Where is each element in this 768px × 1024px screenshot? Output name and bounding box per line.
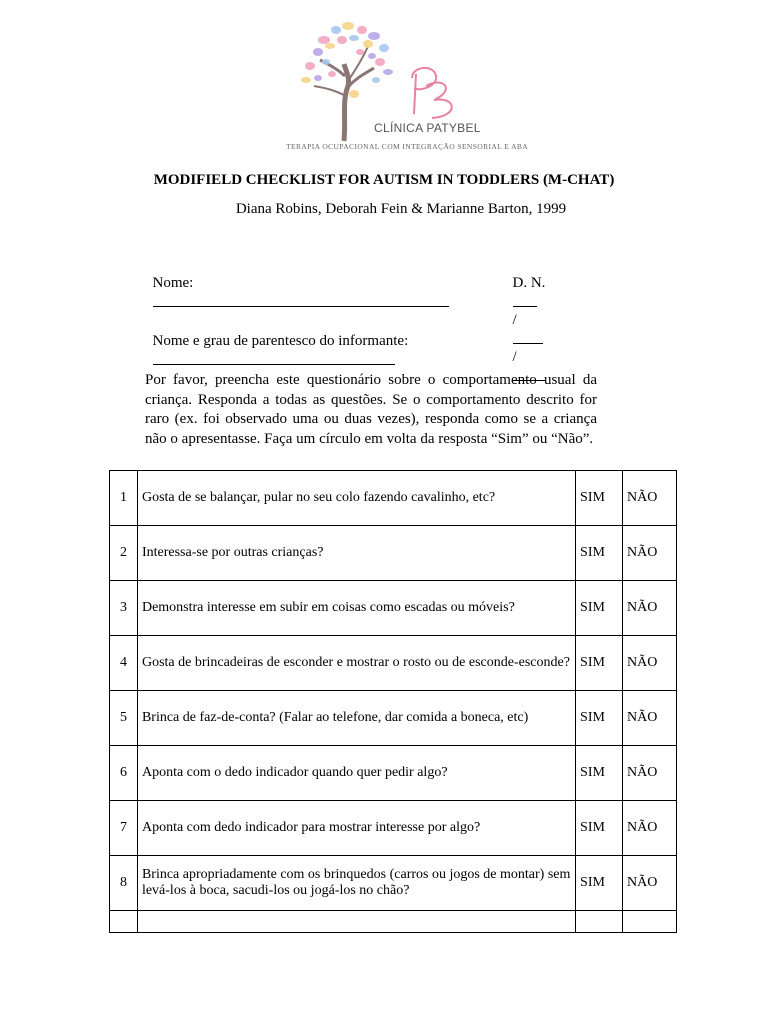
informant-label: Nome e grau de parentesco do informante: <box>152 333 409 349</box>
dob-separator: / <box>512 312 517 328</box>
dob-day-line[interactable] <box>513 292 537 307</box>
answer-yes-option[interactable]: SIM <box>576 471 623 526</box>
answer-yes-option[interactable]: SIM <box>576 636 623 691</box>
question-text: Brinca apropriadamente com os brinquedos (carros ou jogos de montar) sem levá-los à boca, sacudi-los ou jogá-los no chão? <box>137 856 575 911</box>
name-input-line[interactable] <box>153 292 449 307</box>
question-text: Brinca de faz-de-conta? (Falar ao telefone, dar comida a boneca, etc) <box>137 691 575 746</box>
answer-yes-option[interactable]: SIM <box>576 581 623 636</box>
question-text: Interessa-se por outras crianças? <box>137 526 575 581</box>
clinic-name: CLÍNICA PATYBEL <box>374 121 481 135</box>
question-row <box>110 856 677 911</box>
question-text: Gosta de brincadeiras de esconder e mostrar o rosto ou de esconde-esconde? <box>137 636 575 691</box>
informant-input-line[interactable] <box>153 350 395 365</box>
question-row <box>110 581 677 636</box>
question-text: Aponta com dedo indicador para mostrar interesse por algo? <box>137 801 575 856</box>
question-number: 3 <box>110 581 138 636</box>
answer-no-option[interactable]: NÃO <box>623 691 677 746</box>
answer-no-option[interactable]: NÃO <box>623 856 677 911</box>
answer-no-option[interactable]: NÃO <box>623 801 677 856</box>
question-text: Aponta com o dedo indicador quando quer pedir algo? <box>137 746 575 801</box>
question-row <box>110 471 677 526</box>
tree-icon <box>284 16 504 156</box>
question-row <box>110 801 677 856</box>
document-authors: Diana Robins, Deborah Fein & Marianne Barton, 1999 <box>235 201 567 217</box>
answer-no-option[interactable]: NÃO <box>623 526 677 581</box>
question-number: 6 <box>110 746 138 801</box>
empty-table-row <box>110 911 677 933</box>
question-number: 4 <box>110 636 138 691</box>
question-number: 7 <box>110 801 138 856</box>
question-row <box>110 526 677 581</box>
name-label: Nome: <box>152 275 194 291</box>
document-title: MODIFIELD CHECKLIST FOR AUTISM IN TODDLERS (M-CHAT) <box>153 172 615 188</box>
name-field-row <box>145 258 449 312</box>
answer-yes-option[interactable]: SIM <box>576 856 623 911</box>
answer-yes-option[interactable]: SIM <box>576 691 623 746</box>
answer-yes-option[interactable]: SIM <box>576 801 623 856</box>
question-number: 8 <box>110 856 138 911</box>
question-text: Gosta de se balançar, pular no seu colo fazendo cavalinho, etc? <box>137 471 575 526</box>
instructions-paragraph: Por favor, preencha este questionário sobre o comportamento usual da criança. Responda a todas as questões. Se o comportamento descrito for raro (ex. foi observado uma ou duas vezes), responda como se a criança não o apresentasse. Faça um círculo em volta da resposta “Sim” ou “Não”. <box>145 372 597 447</box>
answer-yes-option[interactable]: SIM <box>576 526 623 581</box>
clinic-tagline: TERAPIA OCUPACIONAL COM INTEGRAÇÃO SENSORIAL E ABA <box>286 142 529 151</box>
dob-label: D. N. <box>512 275 546 291</box>
questions-table <box>109 470 677 933</box>
question-row <box>110 746 677 801</box>
answer-no-option[interactable]: NÃO <box>623 746 677 801</box>
question-number: 1 <box>110 471 138 526</box>
question-row <box>110 636 677 691</box>
question-number: 5 <box>110 691 138 746</box>
answer-yes-option[interactable]: SIM <box>576 746 623 801</box>
clinic-logo <box>284 16 504 156</box>
dob-month-line[interactable] <box>513 329 543 344</box>
question-row <box>110 691 677 746</box>
dob-separator: / <box>512 349 517 365</box>
answer-no-option[interactable]: NÃO <box>623 471 677 526</box>
question-text: Demonstra interesse em subir em coisas como escadas ou móveis? <box>137 581 575 636</box>
answer-no-option[interactable]: NÃO <box>623 581 677 636</box>
dob-field-row <box>505 258 545 386</box>
answer-no-option[interactable]: NÃO <box>623 636 677 691</box>
question-number: 2 <box>110 526 138 581</box>
informant-field-row <box>145 316 408 370</box>
